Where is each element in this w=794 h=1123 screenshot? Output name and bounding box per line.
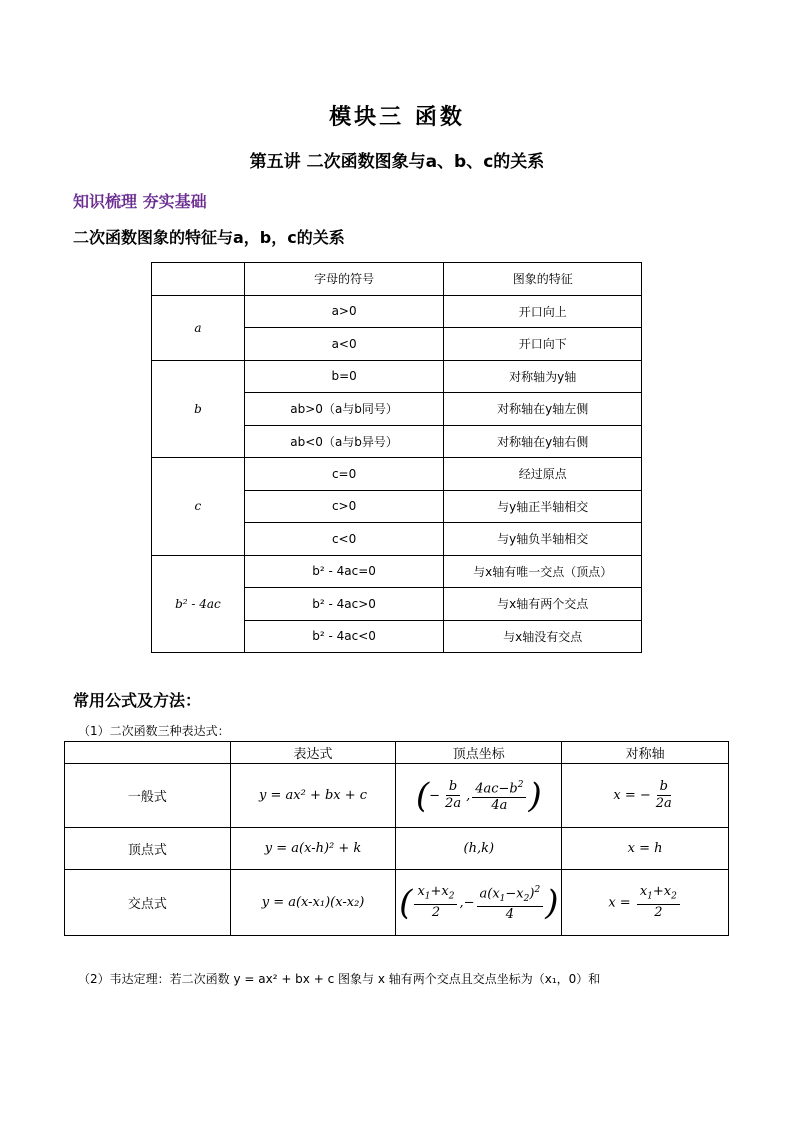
lecture-subtitle: 第五讲 二次函数图象与a、b、c的关系	[249, 152, 545, 172]
table-row	[152, 295, 642, 328]
axis-cell: x = $\frac{x_1+x_2}{2}$	[562, 870, 729, 936]
feature-cell: 与y轴正半轴相交	[444, 490, 642, 523]
vertex-cell: ( $\frac{x_1+x_2}{2}$ ,− $\frac{a(x_1-x_2)^2}{4}$ )	[396, 870, 562, 936]
paragraph-vieta: （2）韦达定理：若二次函数 y = ax² + bx + c 图象与 x 轴有两个交点且交点坐标为（x₁，0）和	[78, 972, 601, 986]
feature-cell: 对称轴在y轴左侧	[444, 393, 642, 426]
expression-cell: y = a(x-h)² + k	[230, 828, 396, 870]
letter-cell: b² - 4ac	[152, 555, 245, 653]
feature-cell: 与x轴有唯一交点（顶点）	[444, 555, 642, 588]
sign-cell: c>0	[244, 490, 444, 523]
sign-cell: a>0	[244, 295, 444, 328]
feature-cell: 对称轴为y轴	[444, 360, 642, 393]
letter-cell: c	[152, 458, 245, 556]
paragraph-three-forms: （1）二次函数三种表达式：	[78, 724, 230, 738]
sign-cell: b² - 4ac>0	[244, 588, 444, 621]
feature-cell: 开口向上	[444, 295, 642, 328]
table-row	[65, 764, 729, 828]
sign-cell: a<0	[244, 328, 444, 361]
header-vertex: 顶点坐标	[396, 742, 562, 764]
expression-cell: y = ax² + bx + c	[230, 764, 396, 828]
header-feature: 图象的特征	[444, 263, 642, 296]
section-heading-formulas: 常用公式及方法：	[73, 691, 202, 710]
header-empty	[65, 742, 231, 764]
table-row	[152, 555, 642, 588]
forms-table	[64, 741, 729, 936]
vertex-cell: (h,k)	[396, 828, 562, 870]
feature-cell: 对称轴在y轴右侧	[444, 425, 642, 458]
table-header-row	[65, 742, 729, 764]
form-name: 顶点式	[65, 828, 231, 870]
expression-cell: y = a(x-x₁)(x-x₂)	[230, 870, 396, 936]
sign-cell: b² - 4ac<0	[244, 620, 444, 653]
table-row	[65, 828, 729, 870]
sign-cell: c=0	[244, 458, 444, 491]
form-name: 交点式	[65, 870, 231, 936]
header-sign: 字母的符号	[244, 263, 444, 296]
vertex-cell: (− $\frac{b}{2a}$ , $\frac{4ac-b^2}{4a}$ )	[396, 764, 562, 828]
sign-cell: b=0	[244, 360, 444, 393]
axis-cell: x = − $\frac{b}{2a}$	[562, 764, 729, 828]
sign-cell: c<0	[244, 523, 444, 556]
header-axis: 对称轴	[562, 742, 729, 764]
axis-cell: x = h	[562, 828, 729, 870]
letter-cell: a	[152, 295, 245, 360]
section-heading-knowledge: 知识梳理 夯实基础	[73, 192, 207, 211]
feature-cell: 与x轴有两个交点	[444, 588, 642, 621]
sign-cell: ab<0（a与b异号）	[244, 425, 444, 458]
header-empty	[152, 263, 245, 296]
sign-cell: b² - 4ac=0	[244, 555, 444, 588]
page-title: 模块三 函数	[329, 104, 465, 130]
table-row	[152, 458, 642, 491]
header-expression: 表达式	[230, 742, 396, 764]
features-table	[151, 262, 642, 653]
table-row	[65, 870, 729, 936]
section-heading-features: 二次函数图象的特征与a，b，c的关系	[73, 228, 345, 247]
form-name: 一般式	[65, 764, 231, 828]
feature-cell: 与x轴没有交点	[444, 620, 642, 653]
feature-cell: 开口向下	[444, 328, 642, 361]
sign-cell: ab>0（a与b同号）	[244, 393, 444, 426]
feature-cell: 经过原点	[444, 458, 642, 491]
table-header-row	[152, 263, 642, 296]
table-row	[152, 360, 642, 393]
feature-cell: 与y轴负半轴相交	[444, 523, 642, 556]
letter-cell: b	[152, 360, 245, 458]
